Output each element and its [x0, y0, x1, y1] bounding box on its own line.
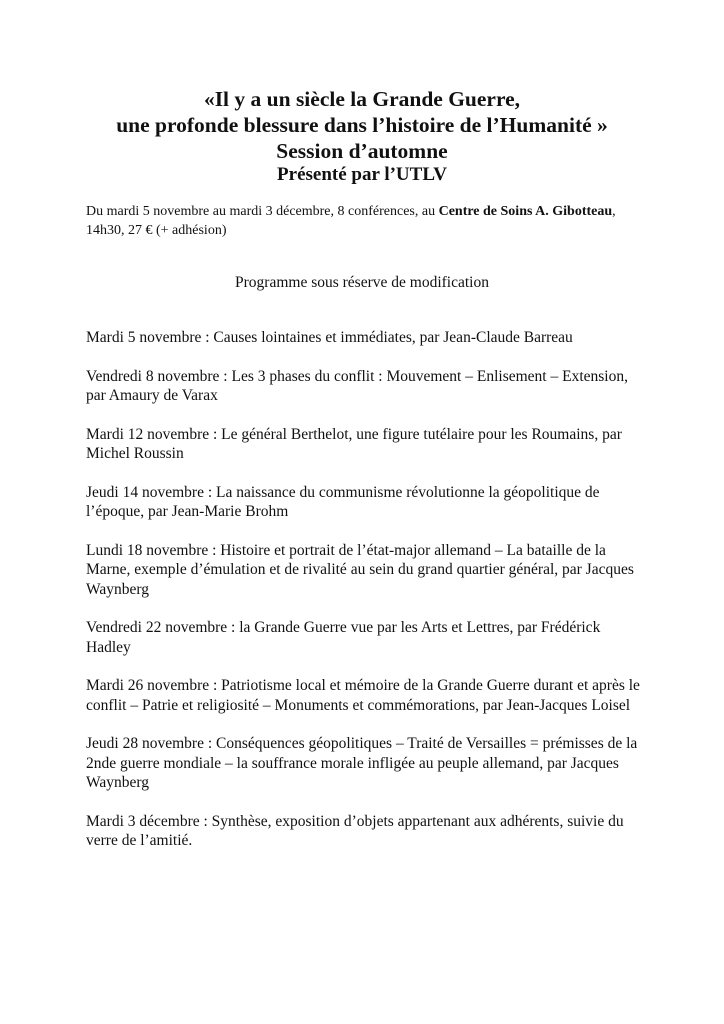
program-item: Vendredi 8 novembre : Les 3 phases du conflit : Mouvement – Enlisement – Extension, par Amaury de Varax — [86, 367, 628, 404]
program-item: Lundi 18 novembre : Histoire et portrait de l’état-major allemand – La bataille de la Marne, exemple d’émulation et de rivalité au sein du grand quartier général, par Jacques Waynberg — [86, 541, 634, 598]
event-dates: Du mardi 5 novembre au mardi 3 décembre, 8 conférences, au — [86, 204, 439, 219]
event-venue: Centre de Soins A. Gibotteau — [438, 204, 613, 219]
event-info — [86, 202, 646, 240]
program-item: Mardi 5 novembre : Causes lointaines et immédiates, par Jean-Claude Barreau — [86, 329, 573, 346]
program-item: Jeudi 14 novembre : La naissance du communisme révolutionne la géopolitique de l’époque, par Jean-Marie Brohm — [86, 483, 600, 520]
title-line-2: une profonde blessure dans l’histoire de l’Humanité » — [116, 113, 608, 137]
title-line-1: «Il y a un siècle la Grande Guerre, — [203, 87, 521, 111]
program-disclaimer: Programme sous réserve de modification — [235, 274, 489, 291]
program-list — [86, 328, 646, 870]
event-time-price: , 14h30, 27 € (+ adhésion) — [86, 204, 616, 238]
presenter-line: Présenté par l’UTLV — [277, 164, 447, 185]
program-item: Mardi 3 décembre : Synthèse, exposition d’objets appartenant aux adhérents, suivie du verre de l’amitié. — [86, 812, 624, 849]
program-item: Jeudi 28 novembre : Conséquences géopolitiques – Traité de Versailles = prémisses de la 2nde guerre mondiale – la souffrance morale infligée au peuple allemand, par Jacques Waynberg — [86, 735, 638, 791]
program-item: Mardi 26 novembre : Patriotisme local et mémoire de la Grande Guerre durant et après le conflit – Patrie et religiosité – Monuments et commémorations, par Jean-Jacques Loisel — [86, 677, 640, 714]
program-item: Vendredi 22 novembre : la Grande Guerre vue par les Arts et Lettres, par Frédérick Hadley — [86, 619, 601, 656]
title-block — [0, 86, 724, 186]
title-line-3: Session d’automne — [276, 139, 448, 163]
program-item: Mardi 12 novembre : Le général Berthelot, une figure tutélaire pour les Roumains, par Michel Roussin — [86, 425, 622, 462]
